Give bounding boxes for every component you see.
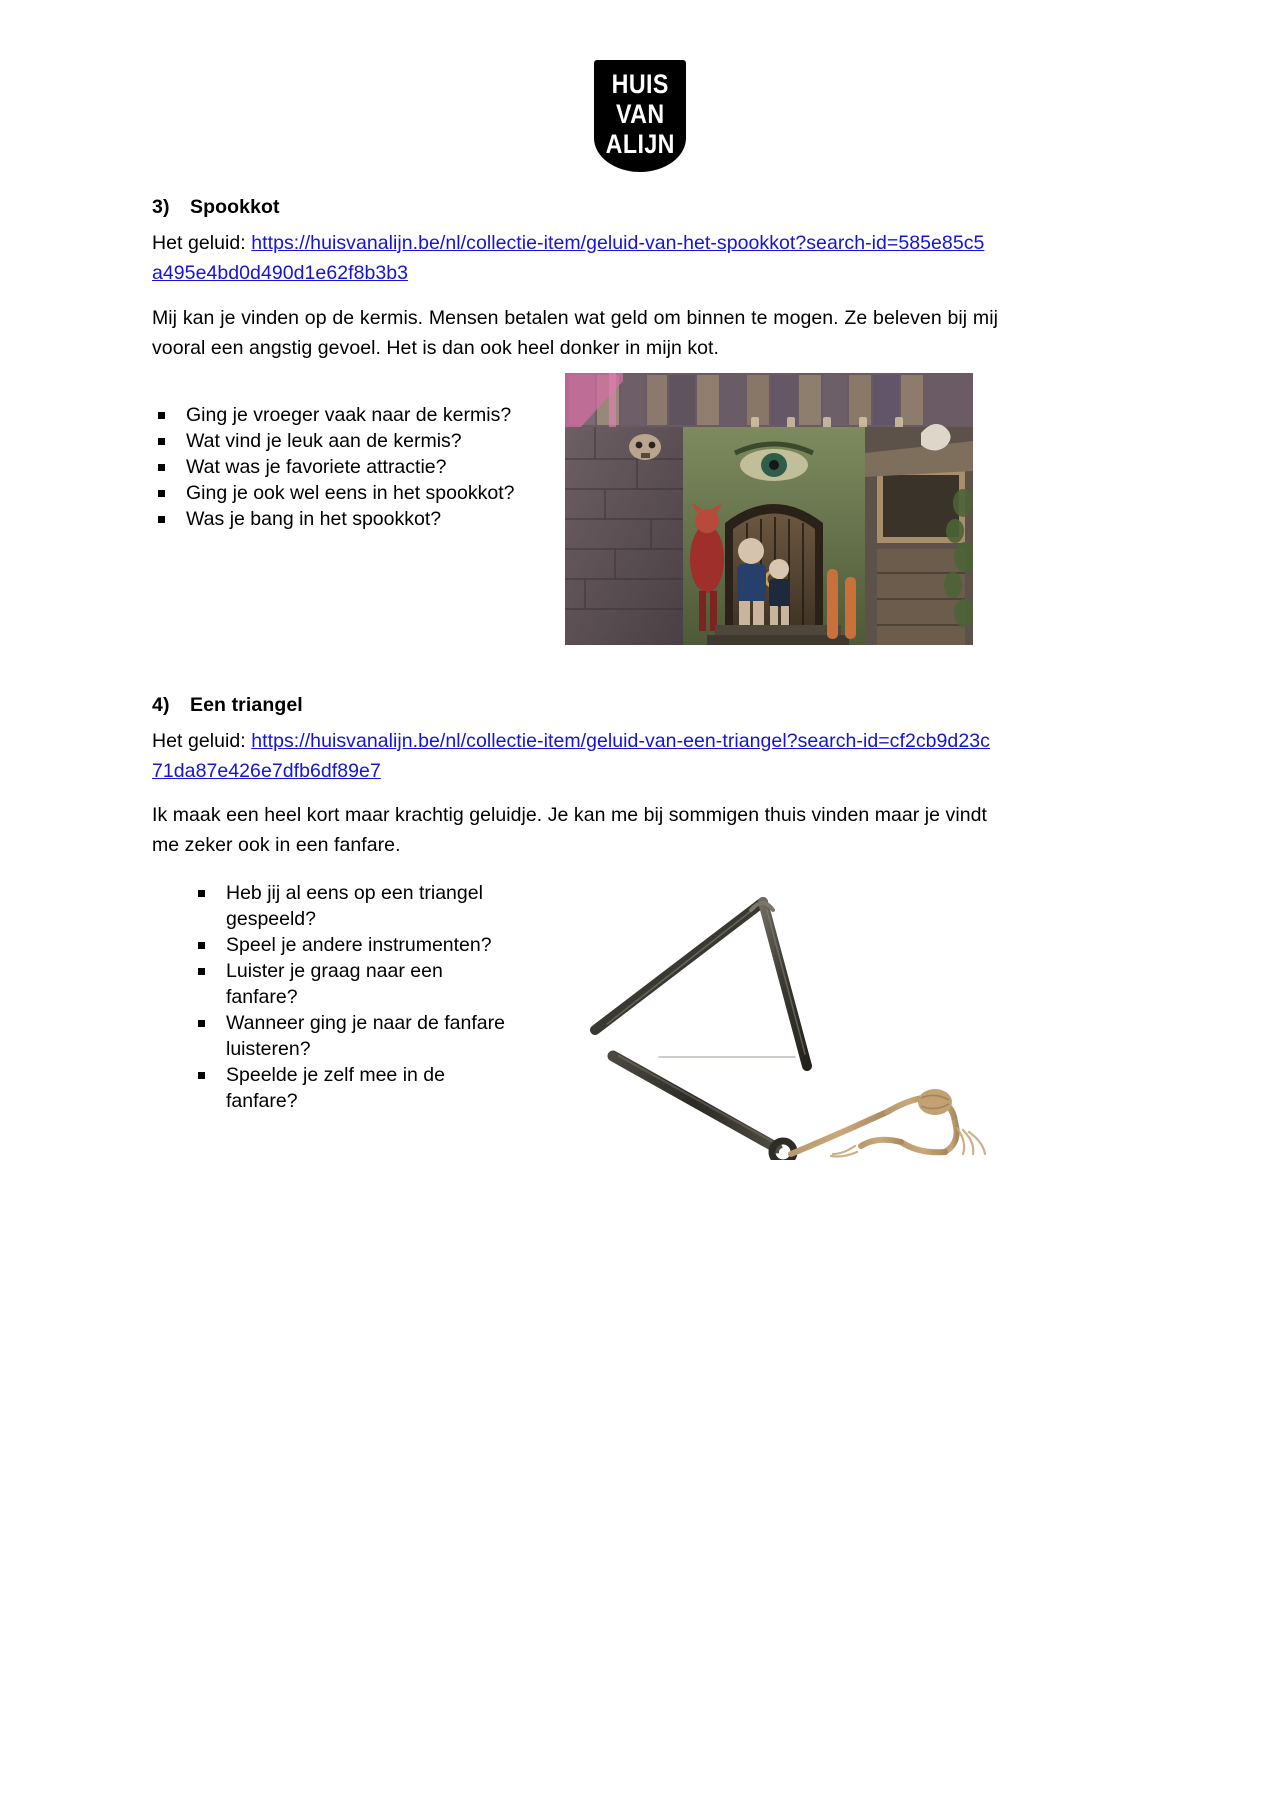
list-item: Wat vind je leuk aan de kermis? bbox=[152, 428, 572, 454]
list-item: Speelde je zelf mee in de fanfare? bbox=[192, 1062, 512, 1114]
section-paragraph-3: Mij kan je vinden op de kermis. Mensen betalen wat geld om binnen te mogen. Ze beleven bij mij vooral een angstig gevoel. Het is dan ook heel donker in mijn kot. bbox=[152, 307, 998, 359]
list-item: Heb jij al eens op een triangel gespeeld? bbox=[192, 880, 512, 932]
section-number-3: 3) bbox=[152, 196, 170, 218]
logo-line-3: ALIJN bbox=[605, 129, 675, 159]
section-spookkot bbox=[152, 196, 1128, 219]
sound-link-3[interactable]: https://huisvanalijn.be/nl/collectie-item/geluid-van-het-spookkot?search-id=585e85c5a495e4bd0d490d1e62f8b3b3 bbox=[152, 232, 985, 284]
paragraph-block-3 bbox=[152, 303, 998, 363]
list-item: Speel je andere instrumenten? bbox=[192, 932, 512, 958]
logo-line-2: VAN bbox=[615, 99, 665, 129]
huis-van-alijn-logo bbox=[0, 60, 1280, 172]
section-triangel bbox=[152, 694, 1128, 717]
section-paragraph-4: Ik maak een heel kort maar krachtig geluidje. Je kan me bij sommigen thuis vinden maar je vindt me zeker ook in een fanfare. bbox=[152, 804, 987, 856]
sound-link-line-4 bbox=[152, 726, 992, 786]
spookkot-illustration bbox=[565, 373, 973, 645]
sound-link-line-3 bbox=[152, 228, 992, 288]
question-list-3 bbox=[152, 402, 572, 532]
question-list-block-3 bbox=[152, 402, 572, 532]
link-prefix-3: Het geluid: bbox=[152, 232, 252, 254]
triangel-photo bbox=[555, 880, 1035, 1160]
question-list-block-4 bbox=[152, 880, 512, 1114]
sound-link-4[interactable]: https://huisvanalijn.be/nl/collectie-item/geluid-van-een-triangel?search-id=cf2cb9d23c71da87e426e7dfb6df89e7 bbox=[152, 730, 990, 782]
logo-line-1: HUIS bbox=[611, 69, 669, 99]
section-heading-3 bbox=[152, 196, 1128, 219]
section-title-4: Een triangel bbox=[190, 694, 303, 716]
list-item: Was je bang in het spookkot? bbox=[152, 506, 572, 532]
list-item: Wanneer ging je naar de fanfare luisteren? bbox=[192, 1010, 512, 1062]
list-item: Ging je vroeger vaak naar de kermis? bbox=[152, 402, 572, 428]
list-item: Luister je graag naar een fanfare? bbox=[192, 958, 512, 1010]
section-number-4: 4) bbox=[152, 694, 170, 716]
shield-icon bbox=[594, 60, 686, 172]
list-item: Ging je ook wel eens in het spookkot? bbox=[152, 480, 572, 506]
section-title-3: Spookkot bbox=[190, 196, 280, 218]
list-item: Wat was je favoriete attractie? bbox=[152, 454, 572, 480]
link-block-4 bbox=[152, 726, 992, 786]
question-list-4 bbox=[192, 880, 512, 1114]
triangel-illustration bbox=[555, 880, 1035, 1160]
paragraph-block-4 bbox=[152, 800, 998, 860]
spookkot-photo bbox=[565, 373, 973, 645]
link-block-3 bbox=[152, 228, 992, 288]
section-heading-4 bbox=[152, 694, 1128, 717]
link-prefix-4: Het geluid: bbox=[152, 730, 252, 752]
